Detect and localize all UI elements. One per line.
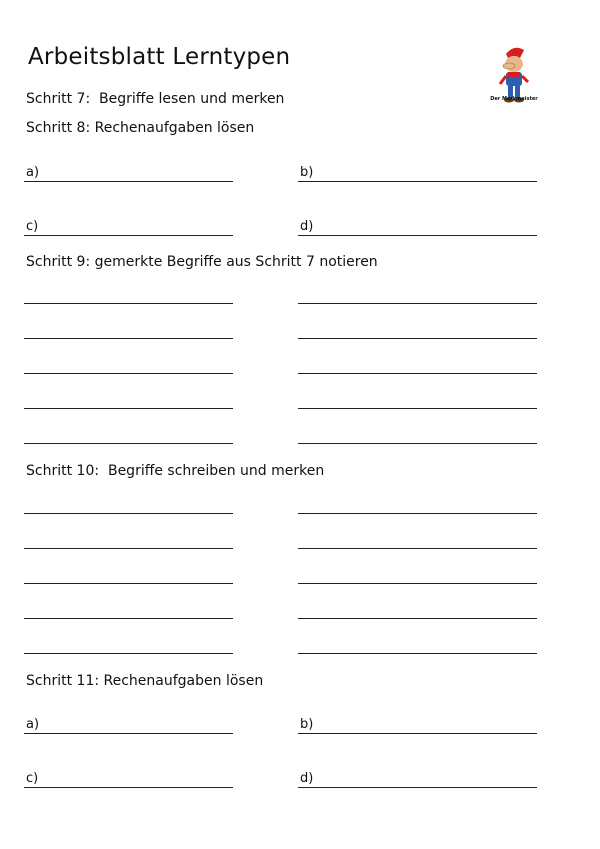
answer-line-b[interactable] [298,733,537,734]
answer-line-c[interactable] [24,235,233,236]
write-line[interactable] [298,443,537,444]
answer-line-a[interactable] [24,733,233,734]
label-c: c) [26,219,39,234]
answer-line-d[interactable] [298,787,537,788]
write-line[interactable] [24,443,233,444]
write-line[interactable] [298,583,537,584]
write-line[interactable] [24,583,233,584]
label-d: d) [300,219,314,234]
write-line[interactable] [298,303,537,304]
answer-line-c[interactable] [24,787,233,788]
label-d: d) [300,771,314,786]
write-line[interactable] [24,338,233,339]
write-line[interactable] [298,373,537,374]
write-line[interactable] [298,408,537,409]
write-line[interactable] [24,373,233,374]
write-line[interactable] [298,653,537,654]
write-line[interactable] [298,338,537,339]
answer-line-b[interactable] [298,181,537,182]
write-line[interactable] [24,618,233,619]
step-8: Schritt 8: Rechenaufgaben lösen [26,120,255,136]
step-7: Schritt 7: Begriffe lesen und merken [26,91,285,107]
page-title: Arbeitsblatt Lerntypen [28,44,291,70]
write-line[interactable] [24,548,233,549]
label-b: b) [300,717,314,732]
answer-line-a[interactable] [24,181,233,182]
write-line[interactable] [298,618,537,619]
label-a: a) [26,717,40,732]
write-line[interactable] [24,653,233,654]
write-line[interactable] [24,303,233,304]
step-10: Schritt 10: Begriffe schreiben und merken [26,463,325,479]
label-a: a) [26,165,40,180]
label-c: c) [26,771,39,786]
logo-caption: Der Merkmeister [490,96,538,102]
answer-line-d[interactable] [298,235,537,236]
write-line[interactable] [298,513,537,514]
write-line[interactable] [24,408,233,409]
write-line[interactable] [24,513,233,514]
step-9: Schritt 9: gemerkte Begriffe aus Schritt 7 notieren [26,254,378,270]
label-b: b) [300,165,314,180]
step-11: Schritt 11: Rechenaufgaben lösen [26,673,264,689]
write-line[interactable] [298,548,537,549]
